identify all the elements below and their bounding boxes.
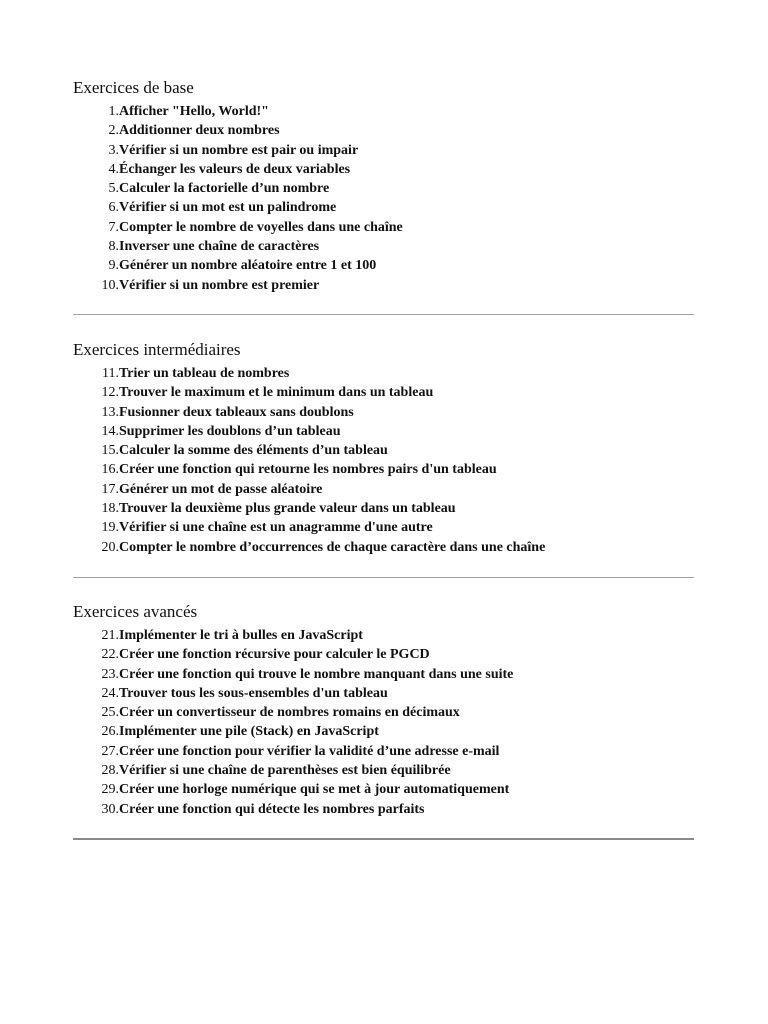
item-text: Calculer la factorielle d’un nombre [119, 181, 330, 197]
item-text: Échanger les valeurs de deux variables [119, 161, 351, 177]
list-item [73, 403, 694, 422]
item-number: 20. [101, 539, 119, 555]
item-text: Afficher "Hello, World!" [119, 104, 269, 119]
section-divider [73, 314, 694, 315]
list-item [73, 645, 694, 664]
list-item [73, 441, 694, 460]
list-item [73, 665, 694, 684]
item-text: Fusionner deux tableaux sans doublons [119, 404, 354, 420]
section-basic [73, 78, 694, 295]
list-item [73, 742, 694, 761]
list-item [73, 102, 694, 121]
section-title: Exercices intermédiaires [73, 340, 241, 359]
list-item [73, 276, 694, 295]
list-item [73, 684, 694, 703]
item-text: Créer une horloge numérique qui se met à jour automatiquement [119, 782, 510, 798]
list-item [73, 460, 694, 479]
item-text: Inverser une chaîne de caractères [119, 239, 320, 255]
list-item [73, 218, 694, 237]
item-number: 1. [108, 104, 119, 119]
item-number: 17. [101, 481, 119, 497]
item-number: 14. [101, 423, 119, 439]
item-number: 27. [101, 743, 119, 759]
item-number: 10. [101, 277, 119, 293]
section-title: Exercices avancés [73, 602, 198, 621]
item-text: Créer une fonction pour vérifier la validité d’une adresse e-mail [119, 743, 500, 759]
item-text: Additionner deux nombres [119, 123, 280, 139]
item-number: 7. [108, 219, 119, 235]
list-item [73, 703, 694, 722]
item-number: 30. [101, 801, 119, 817]
item-number: 11. [102, 366, 119, 381]
list-item [73, 800, 694, 819]
item-number: 16. [101, 462, 119, 478]
list-item [73, 160, 694, 179]
list-item [73, 121, 694, 140]
list-item [73, 780, 694, 799]
exercise-list [73, 364, 694, 557]
item-text: Vérifier si un mot est un palindrome [119, 200, 337, 216]
item-number: 24. [101, 685, 119, 701]
item-number: 3. [108, 142, 119, 158]
list-item [73, 761, 694, 780]
item-number: 4. [108, 161, 119, 177]
exercise-list [73, 102, 694, 295]
item-text: Créer une fonction qui retourne les nombres pairs d'un tableau [119, 462, 497, 478]
item-text: Vérifier si un nombre est premier [119, 277, 320, 293]
list-item [73, 499, 694, 518]
item-text: Créer un convertisseur de nombres romains en décimaux [119, 705, 460, 721]
item-number: 26. [101, 724, 119, 740]
section-title: Exercices de base [73, 78, 194, 97]
list-item [73, 383, 694, 402]
item-number: 21. [101, 628, 119, 643]
section-intermediate [73, 340, 694, 557]
exercise-list [73, 626, 694, 819]
item-text: Supprimer les doublons d’un tableau [119, 423, 341, 439]
list-item [73, 722, 694, 741]
item-number: 15. [101, 443, 119, 459]
item-number: 22. [101, 647, 119, 663]
item-number: 29. [101, 782, 119, 798]
item-text: Créer une fonction récursive pour calculer le PGCD [119, 647, 430, 663]
list-item [73, 364, 694, 383]
item-text: Trier un tableau de nombres [119, 366, 290, 381]
section-divider [73, 838, 694, 840]
item-text: Calculer la somme des éléments d’un tableau [119, 443, 388, 459]
list-item [73, 237, 694, 256]
item-text: Créer une fonction qui trouve le nombre manquant dans une suite [119, 666, 514, 682]
item-number: 28. [101, 763, 119, 779]
list-item [73, 198, 694, 217]
item-text: Implémenter une pile (Stack) en JavaScript [119, 724, 379, 740]
item-text: Trouver tous les sous-ensembles d'un tableau [119, 685, 388, 701]
item-text: Vérifier si un nombre est pair ou impair [119, 142, 359, 158]
item-number: 18. [101, 501, 119, 517]
item-number: 6. [108, 200, 119, 216]
list-item [73, 626, 694, 645]
section-divider [73, 577, 694, 578]
item-number: 13. [101, 404, 119, 420]
item-number: 23. [101, 666, 119, 682]
item-text: Vérifier si une chaîne est un anagramme d'une autre [119, 520, 433, 536]
item-text: Trouver le maximum et le minimum dans un tableau [119, 385, 434, 401]
list-item [73, 480, 694, 499]
item-number: 2. [108, 123, 119, 139]
list-item [73, 518, 694, 537]
item-text: Créer une fonction qui détecte les nombres parfaits [119, 801, 425, 817]
list-item [73, 141, 694, 160]
item-text: Compter le nombre de voyelles dans une chaîne [119, 219, 403, 235]
section-advanced [73, 602, 694, 819]
item-text: Implémenter le tri à bulles en JavaScript [119, 628, 363, 643]
item-number: 19. [101, 520, 119, 536]
item-number: 5. [108, 181, 119, 197]
list-item [73, 422, 694, 441]
item-text: Vérifier si une chaîne de parenthèses est bien équilibrée [119, 763, 451, 779]
item-text: Compter le nombre d’occurrences de chaque caractère dans une chaîne [119, 539, 546, 555]
item-number: 25. [101, 705, 119, 721]
list-item [73, 256, 694, 275]
item-number: 9. [108, 258, 119, 274]
item-text: Générer un mot de passe aléatoire [119, 481, 323, 497]
item-number: 8. [108, 239, 119, 255]
item-text: Trouver la deuxième plus grande valeur dans un tableau [119, 501, 456, 517]
item-text: Générer un nombre aléatoire entre 1 et 100 [119, 258, 377, 274]
item-number: 12. [101, 385, 119, 401]
list-item [73, 179, 694, 198]
list-item [73, 538, 694, 557]
